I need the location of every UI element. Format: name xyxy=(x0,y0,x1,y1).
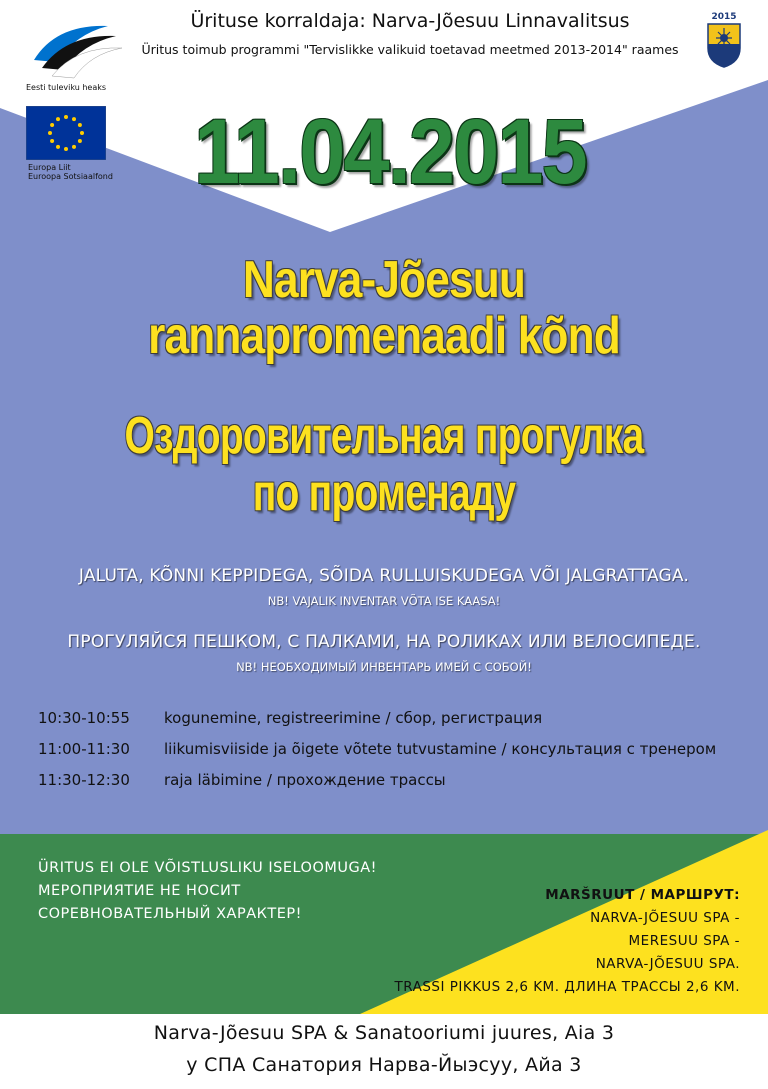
event-date: 11.04.2015 xyxy=(194,101,586,203)
schedule-time: 10:30-10:55 xyxy=(38,709,130,727)
title-ru-line1: Оздоровительная прогулка xyxy=(124,407,644,465)
eu-star-icon xyxy=(72,145,76,149)
eu-text-line1: Europa Liit xyxy=(28,163,71,172)
activities-ru-note: NB! НЕОБХОДИМЫЙ ИНВЕНТАРЬ ИМЕЙ С СОБОЙ! xyxy=(236,660,532,674)
schedule-row xyxy=(38,709,542,727)
schedule-time: 11:00-11:30 xyxy=(38,740,130,758)
eu-star-icon xyxy=(50,139,54,143)
route-heading: MARŠRUUT / МАРШРУТ: xyxy=(545,887,740,903)
route-stop: NARVA-JÕESUU SPA. xyxy=(595,956,740,972)
eu-fund-text xyxy=(28,163,113,181)
eu-star-icon xyxy=(50,123,54,127)
eu-text-line2: Euroopa Sotsiaalfond xyxy=(28,172,113,181)
organizer-text: Ürituse korraldaja: Narva-Jõesuu Linnavalitsus xyxy=(190,10,630,32)
eu-star-icon xyxy=(78,139,82,143)
eu-star-icon xyxy=(48,131,52,135)
title-et-line1: Narva-Jõesuu xyxy=(242,251,526,309)
eu-star-icon xyxy=(64,147,68,151)
venue-et: Narva-Jõesuu SPA & Sanatooriumi juures, Aia 3 xyxy=(153,1022,615,1044)
city-crest-icon xyxy=(704,10,744,68)
schedule-row xyxy=(38,771,446,789)
title-ru-line2: по променаду xyxy=(252,464,516,522)
route-length: TRASSI PIKKUS 2,6 KM. ДЛИНА ТРАССЫ 2,6 KM. xyxy=(394,979,740,995)
venue-ru: у СПА Санатория Нарва-Йыэсуу, Айа 3 xyxy=(186,1054,582,1076)
eu-star-icon xyxy=(56,145,60,149)
notice-line1: ÜRITUS EI OLE VÕISTLUSLIKU ISELOOMUGA! xyxy=(38,860,377,876)
eu-star-icon xyxy=(72,117,76,121)
eu-star-icon xyxy=(80,131,84,135)
estonia-logo-text: Eesti tuleviku heaks xyxy=(26,83,107,92)
route-stop: NARVA-JÕESUU SPA - xyxy=(590,910,740,926)
schedule-time: 11:30-12:30 xyxy=(38,771,130,789)
schedule-desc: kogunemine, registreerimine / сбор, регистрация xyxy=(164,709,543,727)
eu-star-icon xyxy=(78,123,82,127)
eu-flag-icon xyxy=(26,106,106,160)
route-info xyxy=(395,884,740,999)
crest-year: 2015 xyxy=(711,12,737,22)
schedule-desc: raja läbimine / прохождение трассы xyxy=(164,771,446,789)
notice-line2: МЕРОПРИЯТИЕ НЕ НОСИТ xyxy=(38,883,241,899)
title-et-line2: rannapromenaadi kõnd xyxy=(148,307,620,365)
non-competitive-notice xyxy=(38,857,377,926)
activities-et: JALUTA, KÕNNI KEPPIDEGA, SÕIDA RULLUISKUDEGA VÕI JALGRATTAGA. xyxy=(78,566,690,586)
eu-star-icon xyxy=(64,115,68,119)
eu-star-icon xyxy=(56,117,60,121)
route-stop: MERESUU SPA - xyxy=(628,933,740,949)
activities-et-note: NB! VAJALIK INVENTAR VÕTA ISE KAASA! xyxy=(267,594,501,608)
program-text: Üritus toimub programmi "Tervislikke valikuid toetavad meetmed 2013-2014" raames xyxy=(141,42,679,57)
activities-ru: ПРОГУЛЯЙСЯ ПЕШКОМ, С ПАЛКАМИ, НА РОЛИКАХ ИЛИ ВЕЛОСИПЕДЕ. xyxy=(67,632,701,652)
schedule-desc: liikumisviiside ja õigete võtete tutvustamine / консультация с тренером xyxy=(164,740,717,758)
schedule-row xyxy=(38,740,716,758)
notice-line3: СОРЕВНОВАТЕЛЬНЫЙ ХАРАКТЕР! xyxy=(38,906,302,922)
